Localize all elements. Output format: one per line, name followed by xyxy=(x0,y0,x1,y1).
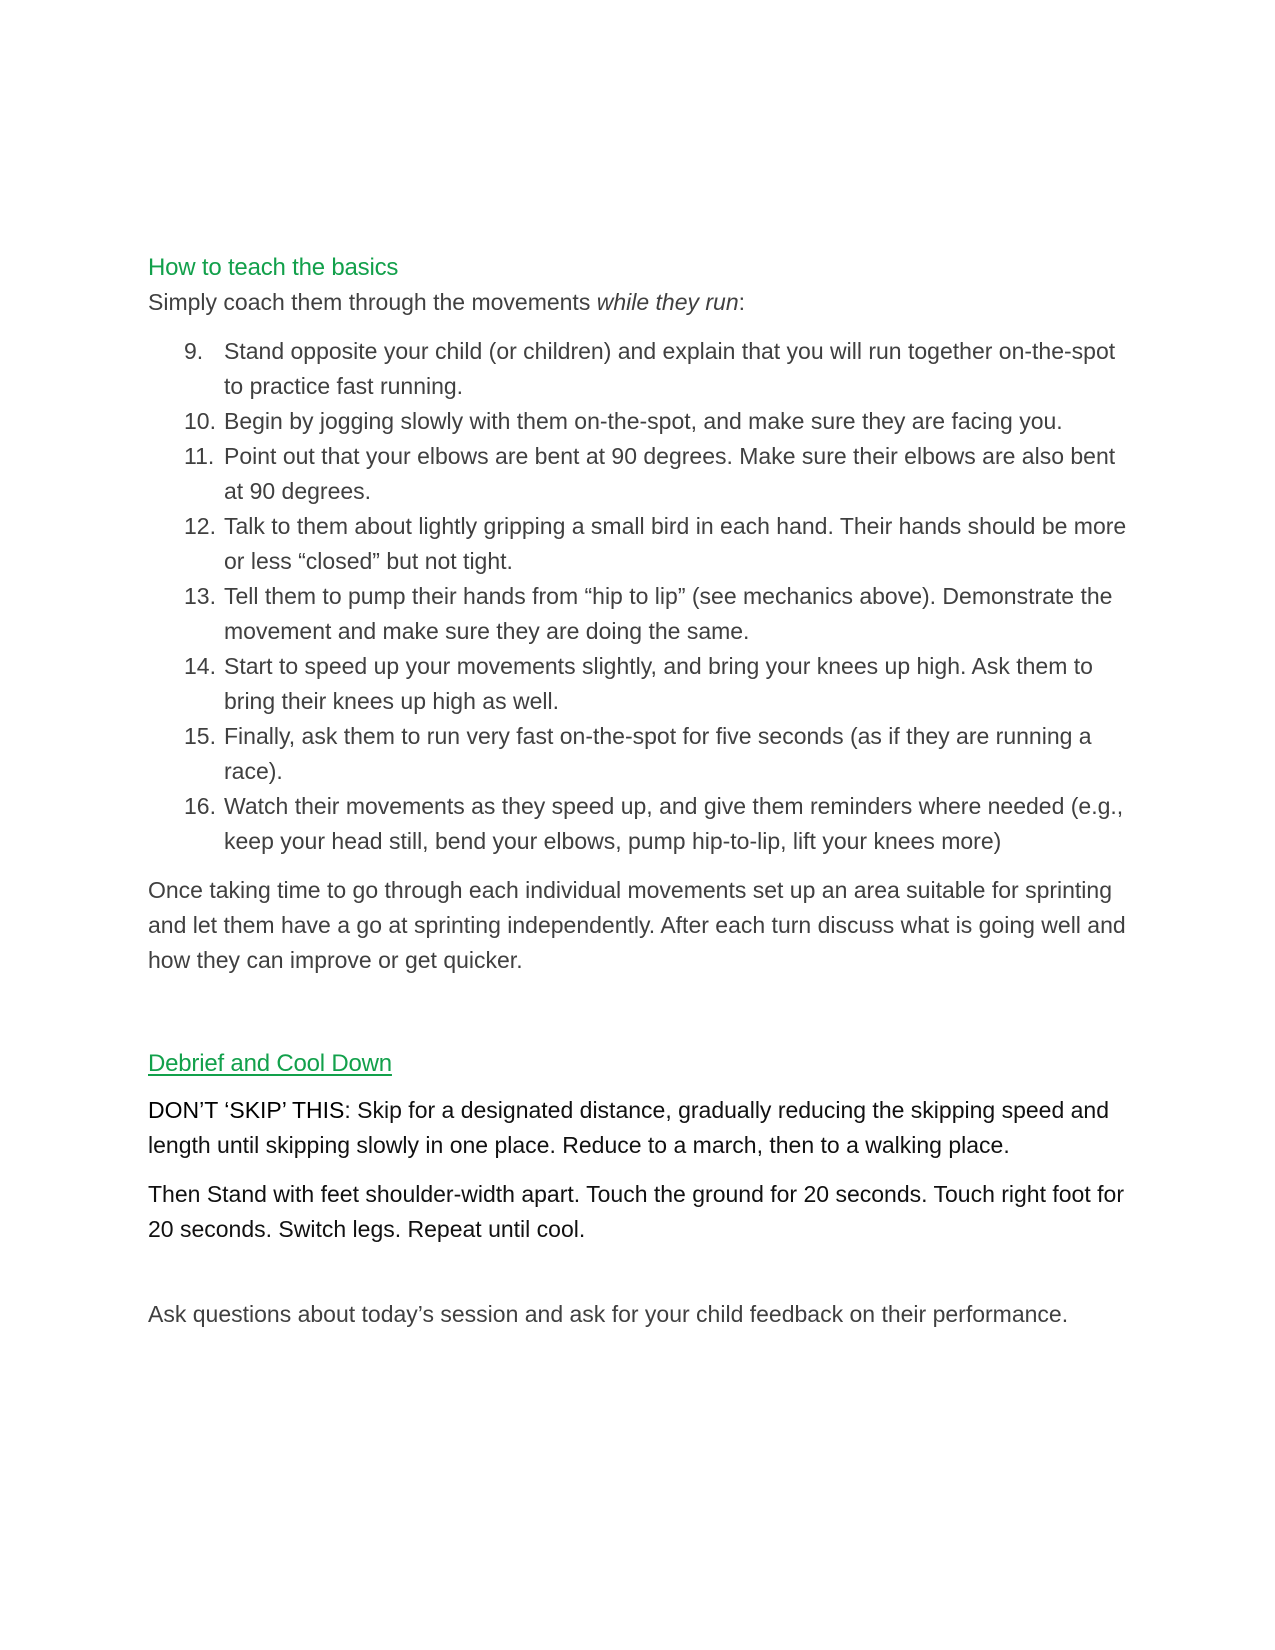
list-number: 9. xyxy=(184,338,204,365)
list-item xyxy=(148,579,1138,649)
list-item xyxy=(148,439,1138,509)
intro-paragraph xyxy=(148,285,1138,320)
skip-body-text: : Skip for a designated distance, gradually reducing the skipping speed and length until skipping slowly in one place. Reduce to a march, then to a walking place. xyxy=(148,1097,1110,1159)
list-text: Watch their movements as they speed up, and give them reminders where needed (e.g., keep your head still, bend your elbows, pump hip-to-lip, lift your knees more) xyxy=(224,793,1124,855)
list-text: Start to speed up your movements slightly, and bring your knees up high. Ask them to bring their knees up high as well. xyxy=(224,653,1093,715)
list-number: 10. xyxy=(184,408,216,435)
list-item xyxy=(148,334,1138,404)
section-heading-debrief: Debrief and Cool Down xyxy=(148,1050,392,1078)
list-item xyxy=(148,719,1138,789)
intro-text: Simply coach them through the movements xyxy=(148,289,597,316)
list-number: 15. xyxy=(184,723,216,750)
list-number: 16. xyxy=(184,793,216,820)
intro-italic-text: while they run xyxy=(596,289,739,316)
closing-paragraph: Once taking time to go through each individual movements set up an area suitable for sprinting and let them have a go at sprinting independently. After each turn discuss what is going well and how they can improve or get quicker. xyxy=(148,877,1126,974)
section-heading-teach-basics: How to teach the basics xyxy=(148,254,399,281)
list-text: Begin by jogging slowly with them on-the-spot, and make sure they are facing you. xyxy=(224,408,1063,435)
list-item xyxy=(148,404,1138,439)
list-item xyxy=(148,789,1138,859)
list-text: Point out that your elbows are bent at 90 degrees. Make sure their elbows are also bent at 90 degrees. xyxy=(224,443,1116,505)
list-number: 13. xyxy=(184,583,216,610)
list-text: Finally, ask them to run very fast on-the-spot for five seconds (as if they are running a race). xyxy=(224,723,1092,785)
list-text: Tell them to pump their hands from “hip to lip” (see mechanics above). Demonstrate the movement and make sure they are doing the same. xyxy=(224,583,1113,645)
list-item xyxy=(148,649,1138,719)
list-number: 14. xyxy=(184,653,216,680)
skip-lead-text: DON’T ‘SKIP’ THIS xyxy=(148,1097,345,1124)
ask-paragraph: Ask questions about today’s session and ask for your child feedback on their performance. xyxy=(148,1301,1069,1328)
skip-paragraph xyxy=(148,1093,1138,1163)
intro-colon: : xyxy=(738,289,746,316)
document-page xyxy=(148,252,1138,1332)
steps-list xyxy=(148,334,1138,859)
list-number: 12. xyxy=(184,513,216,540)
stand-paragraph: Then Stand with feet shoulder-width apart. Touch the ground for 20 seconds. Touch right foot for 20 seconds. Switch legs. Repeat until cool. xyxy=(148,1181,1124,1243)
list-item xyxy=(148,509,1138,579)
list-text: Stand opposite your child (or children) and explain that you will run together on-the-spot to practice fast running. xyxy=(224,338,1116,400)
list-text: Talk to them about lightly gripping a small bird in each hand. Their hands should be more or less “closed” but not tight. xyxy=(224,513,1127,575)
list-number: 11. xyxy=(184,443,215,470)
